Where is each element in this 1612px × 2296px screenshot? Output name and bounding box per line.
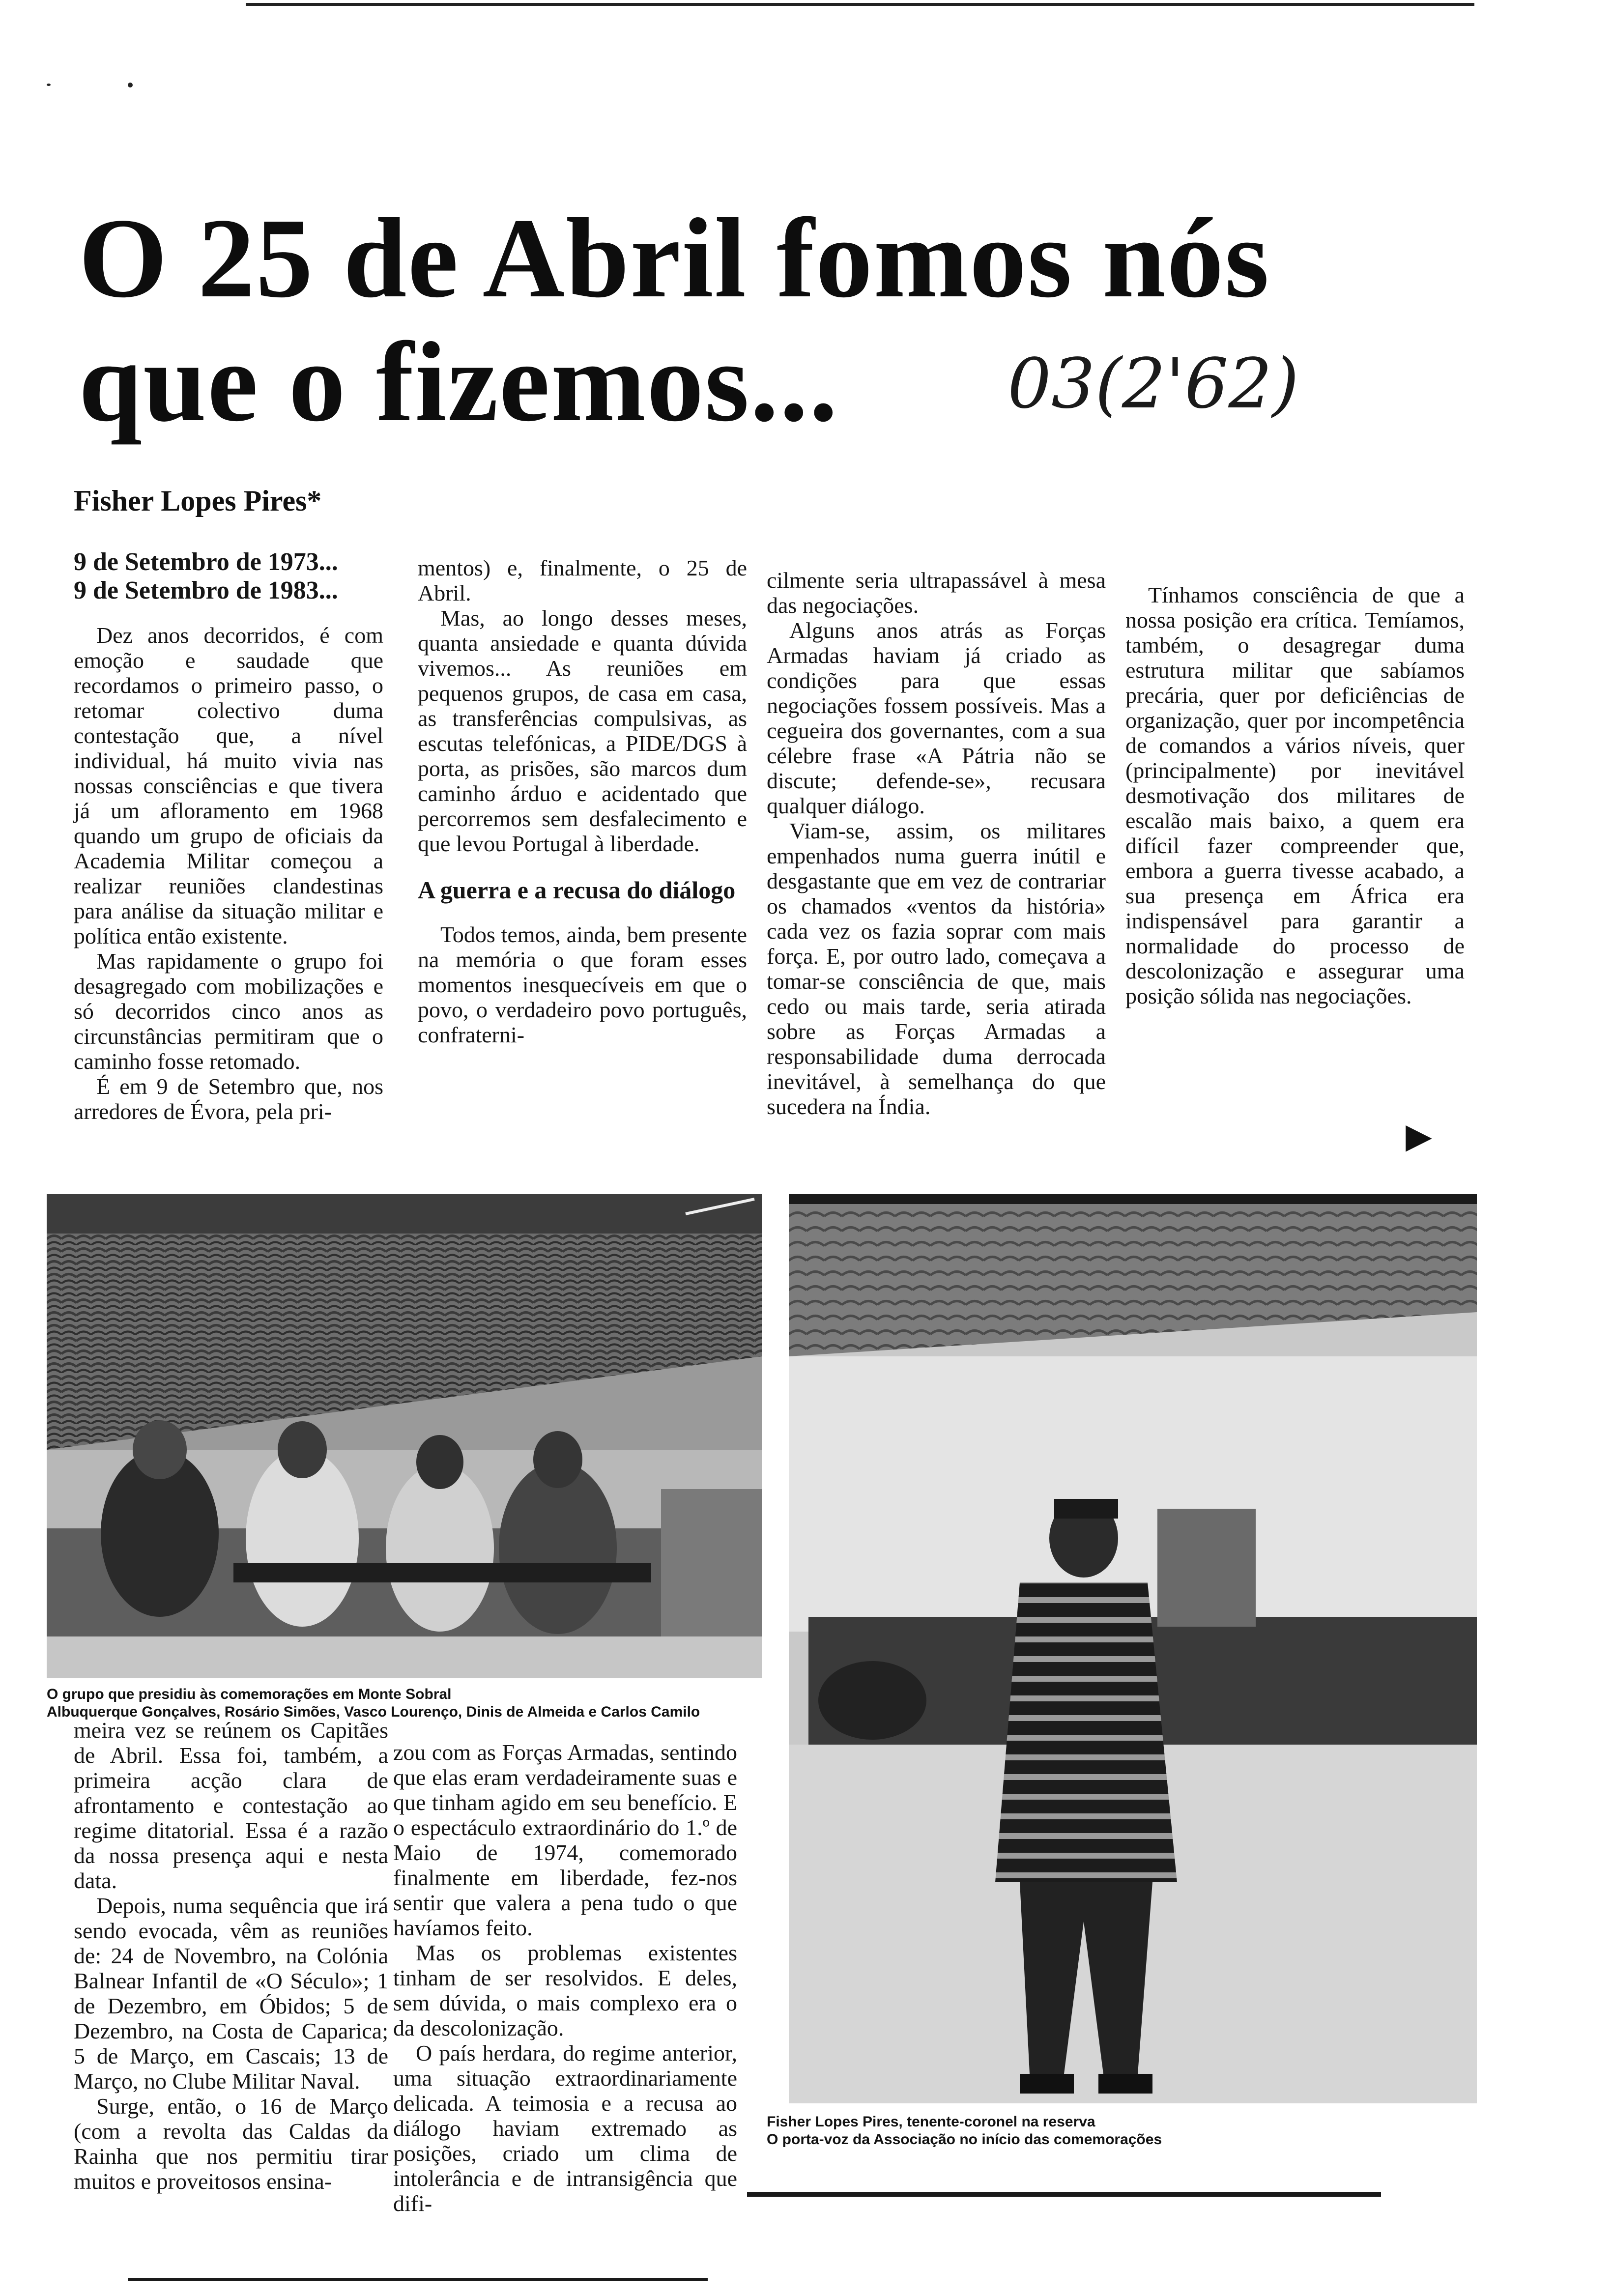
headline-line-1: O 25 de Abril fomos nós (79, 195, 1270, 321)
paragraph: Alguns anos atrás as Forças Armadas haviam já criado as condições para que essas negociações fossem possíveis. Mas a cegueira dos governantes, com a sua célebre frase «A Pátria não se discute; defende-se», recusara qualquer diálogo. (767, 618, 1106, 818)
caption-names: Albuquerque Gonçalves, Rosário Simões, Vasco Lourenço, Dinis de Almeida e Carlos Camilo (47, 1704, 700, 1720)
photo-caption-right (767, 2113, 1258, 2149)
scan-speck (47, 84, 51, 86)
article-column-2 (418, 555, 747, 1047)
photo-fisher-lopes-pires (789, 1194, 1477, 2103)
caption-description: O porta-voz da Associação no início das comemorações (767, 2131, 1162, 2148)
byline: Fisher Lopes Pires* (74, 485, 322, 517)
photo-portrait-image (789, 1194, 1477, 2103)
photo-caption-left (47, 1686, 749, 1721)
article-column-6 (393, 1740, 737, 2216)
bottom-rule-left (128, 2278, 708, 2281)
continue-arrow-icon: ▶ (1406, 1118, 1432, 1155)
handwritten-note: 03(2'62) (1008, 344, 1299, 424)
paragraph: Dez anos decorridos, é com emoção e saudade que recordamos o primeiro passo, o retomar colectivo duma contestação que, a nível individual, há muito vivia nas nossas consciências e que tivera já um afloramento em 1968 quando um grupo de oficiais da Academia Militar começou a realizar reuniões clandestinas para análise da situação militar e política então existente. (74, 623, 383, 948)
paragraph: O país herdara, do regime anterior, uma situação extraordinariamente delicada. A teimosia e a recusa ao diálogo haviam extremado as posições, criado um clima de intolerância e de intransigência que difi- (393, 2040, 737, 2216)
article-column-3 (767, 568, 1106, 1119)
paragraph: mentos) e, finalmente, o 25 de Abril. (418, 555, 747, 605)
date-1973: 9 de Setembro de 1973... (74, 548, 338, 576)
headline-line-2: que o fizemos... (79, 319, 839, 445)
date-1983: 9 de Setembro de 1983... (74, 576, 338, 604)
paragraph: Mas, ao longo desses meses, quanta ansiedade e quanta dúvida vivemos... As reuniões em pequenos grupos, de casa em casa, as transferências compulsivas, as escutas telefónicas, a PIDE/DGS à porta, as prisões, são marcos dum caminho árduo e acidentado que percorremos sem desfalecimento e que levou Portugal à liberdade. (418, 605, 747, 856)
paragraph: zou com as Forças Armadas, sentindo que elas eram verdadeiramente suas e que tinham agido em seu benefício. E o espectáculo extraordinário do 1.º de Maio de 1974, comemorado finalmente em liberdade, fez-nos sentir que valera a pena tudo o que havíamos feito. (393, 1740, 737, 1940)
top-rule (246, 3, 1474, 6)
scan-speck (128, 83, 133, 87)
article-column-5 (74, 1718, 388, 2194)
paragraph: Tínhamos consciência de que a nossa posição era crítica. Temíamos, também, o desagregar duma estrutura militar que sabíamos precária, quer por deficiências de organização, quer por incompetência de comandos a vários níveis, quer (principalmente) por inevitável desmotivação dos militares de escalão mais baixo, a quem era difícil fazer compreender que, embora a guerra tivesse acabado, a sua presença em África era indispensável para garantir a normalidade do processo de descolonização e assegurar uma posição sólida nas negociações. (1125, 582, 1465, 1008)
article-column-4 (1125, 582, 1465, 1008)
bottom-rule (747, 2192, 1381, 2197)
paragraph: Mas os problemas existentes tinham de ser resolvidos. E deles, sem dúvida, o mais complexo era o da descolonização. (393, 1940, 737, 2040)
article-column-1 (74, 548, 383, 1124)
dates (74, 548, 383, 605)
caption-title: Fisher Lopes Pires, tenente-coronel na reserva (767, 2114, 1095, 2130)
paragraph: meira vez se reúnem os Capitães de Abril. Essa foi, também, a primeira acção clara de afrontamento e contestação ao regime ditatorial. Essa é a razão da nossa presença aqui e nesta data. (74, 1718, 388, 1893)
paragraph: Viam-se, assim, os militares empenhados numa guerra inútil e desgastante que em vez de contrariar os chamados «ventos da história» cada vez os fazia soprar com mais força. E, por outro lado, começava a tomar-se consciência de que, mais cedo ou mais tarde, seria atirada sobre as Forças Armadas a responsabilidade duma derrocada inevitável, à semelhança do que sucedera na Índia. (767, 818, 1106, 1119)
paragraph: Todos temos, ainda, bem presente na memória o que foram esses momentos inesquecíveis em que o povo, o verdadeiro povo português, confraterni- (418, 922, 747, 1047)
paragraph: Depois, numa sequência que irá sendo evocada, vêm as reuniões de: 24 de Novembro, na Colónia Balnear Infantil de «O Século»; 1 de Dezembro, em Óbidos; 5 de Dezembro, na Costa de Caparica; 5 de Março, em Cascais; 13 de Março, no Clube Militar Naval. (74, 1893, 388, 2094)
photo-group-monte-sobral (47, 1194, 762, 1678)
paragraph: É em 9 de Setembro que, nos arredores de Évora, pela pri- (74, 1074, 383, 1124)
paragraph: cilmente seria ultrapassável à mesa das negociações. (767, 568, 1106, 618)
paragraph: Mas rapidamente o grupo foi desagregado com mobilizações e só decorridos cinco anos as circunstâncias permitiram que o caminho fosse retomado. (74, 948, 383, 1074)
caption-title: O grupo que presidiu às comemorações em Monte Sobral (47, 1686, 452, 1702)
photo-group-image (47, 1194, 762, 1678)
section-subheading: A guerra e a recusa do diálogo (418, 876, 736, 904)
paragraph: Surge, então, o 16 de Março (com a revolta das Caldas da Rainha que nos permitiu tirar muitos e proveitosos ensina- (74, 2094, 388, 2194)
